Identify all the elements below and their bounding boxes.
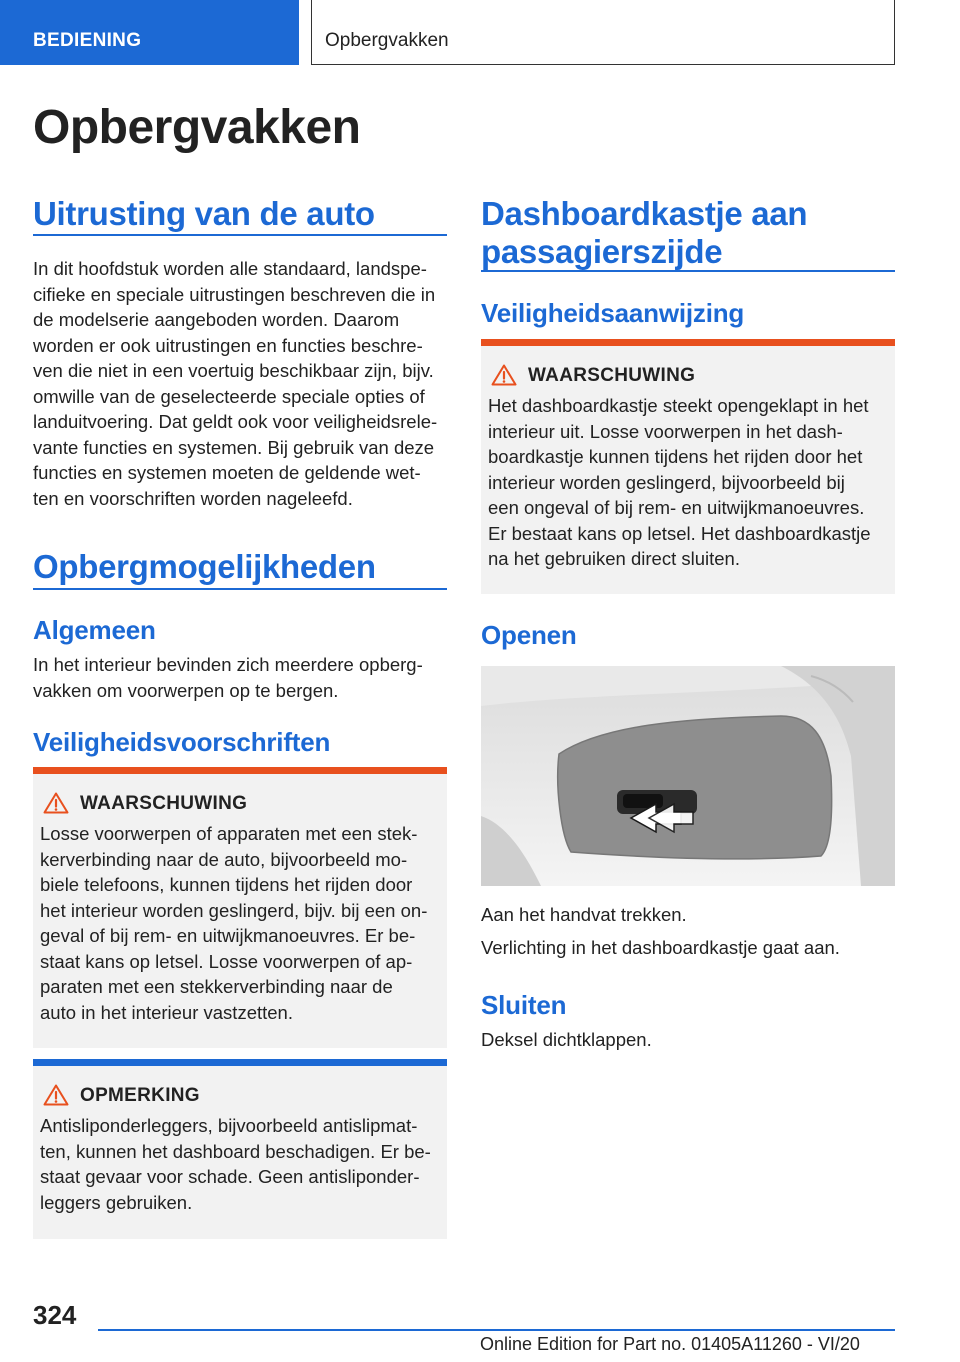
text-line: cifieke en speciale uitrustingen beschreven die in <box>33 283 436 305</box>
text-line: vante functies en systemen. Bij gebruik van deze <box>33 436 435 458</box>
heading-equipment: Uitrusting van de auto <box>33 195 375 232</box>
warning-title: WAARSCHUWING <box>80 793 248 814</box>
text-line: een ongeval of bij rem- en uitwijkmanoeuvres. <box>488 497 865 518</box>
text-line: na het gebruiken direct sluiten. <box>488 548 740 569</box>
text-line: functies en systemen moeten de geldende wet- <box>33 462 421 483</box>
text-line: Aan het handvat trekken. <box>481 904 687 925</box>
text-line: In het interieur bevinden zich meerdere opberg- <box>33 654 423 675</box>
close-paragraph: Deksel dichtklappen. <box>481 1029 652 1050</box>
general-paragraph <box>33 652 453 703</box>
text-line: Er bestaat kans op letsel. Het dashboardkastje <box>488 522 871 544</box>
page-title: Opbergvakken <box>33 101 361 154</box>
note-title: OPMERKING <box>80 1085 200 1106</box>
warning-bar <box>33 767 447 774</box>
heading-safety-rules: Veiligheidsvoorschriften <box>33 727 331 757</box>
warning-bar <box>481 339 895 346</box>
text-line: landuitvoering. Dat geldt ook voor veiligheidsrele- <box>33 411 438 432</box>
text-line: leggers gebruiken. <box>40 1191 193 1213</box>
text-line: In dit hoofdstuk worden alle standaard, landspe- <box>33 258 427 279</box>
warning-triangle-icon <box>43 1084 69 1106</box>
heading-rule <box>481 270 895 272</box>
text-line: worden er ook uitrustingen en functies beschre- <box>33 334 423 356</box>
text-line: geval of bij rem- en uitwijkmanoeuvres. Er be- <box>40 925 416 946</box>
text-line: Antisliponderleggers, bijvoorbeeld antislipmat- <box>40 1115 418 1136</box>
warning-title: WAARSCHUWING <box>528 365 696 386</box>
glovebox-illustration <box>481 666 895 886</box>
heading-close: Sluiten <box>481 990 567 1020</box>
text-line: paraten met een stekkerverbinding naar de <box>40 976 393 997</box>
text-line: Losse voorwerpen of apparaten met een stek- <box>40 823 418 844</box>
heading-rule <box>33 588 447 590</box>
text-line: de modelserie aangeboden worden. Daarom <box>33 309 400 330</box>
heading-line: Dashboardkastje aan <box>481 195 808 232</box>
text-line: ven die niet in een voertuig beschikbaar zijn, bijv. <box>33 360 434 381</box>
note-box <box>33 1059 447 1239</box>
text-line: het interieur worden geslingerd, bijv. bij een on- <box>40 899 428 921</box>
glovebox-photo <box>481 666 895 886</box>
text-line: interieur worden geslingerd, bijvoorbeeld bij <box>488 471 845 493</box>
text-line: kerverbinding naar de auto, bijvoorbeeld mo- <box>40 848 408 870</box>
footer-edition: Online Edition for Part no. 01405A11260 - VI/20 <box>480 1334 860 1354</box>
warning-box <box>33 767 447 1048</box>
open-paragraph <box>481 898 895 964</box>
note-bar <box>33 1059 447 1066</box>
text-line: omwille van de geselecteerde speciale opties of <box>33 385 425 407</box>
heading-safety-note: Veiligheidsaanwijzing <box>481 298 745 328</box>
text-line: boardkastje kunnen tijdens het rijden door het <box>488 446 863 467</box>
header-chapter-box <box>311 0 895 65</box>
heading-storage: Opbergmogelijkheden <box>33 548 376 585</box>
footer-rule <box>98 1329 895 1331</box>
text-line: vakken om voorwerpen op te bergen. <box>33 679 339 701</box>
text-line: staat kans op letsel. Losse voorwerpen of ap- <box>40 950 413 972</box>
warning-triangle-icon <box>491 364 517 386</box>
text-line: auto in het interieur vastzetten. <box>40 1001 293 1023</box>
page-number: 324 <box>33 1300 77 1330</box>
header-section-tab <box>0 0 299 65</box>
warning-triangle-icon <box>43 792 69 814</box>
text-line: ten, kunnen het dashboard beschadigen. Er be- <box>40 1140 431 1162</box>
text-line: Verlichting in het dashboardkastje gaat aan. <box>481 937 840 958</box>
header-section-label: BEDIENING <box>33 30 142 51</box>
warning-box <box>481 339 895 594</box>
text-line: interieur uit. Losse voorwerpen in het dash- <box>488 420 843 442</box>
text-line: Het dashboardkastje steekt opengeklapt in het <box>488 395 869 416</box>
note-text <box>40 1113 441 1215</box>
text-line: staat gevaar voor schade. Geen antisliponder- <box>40 1166 420 1187</box>
heading-glovebox <box>481 195 807 271</box>
warning-text <box>40 821 441 1025</box>
heading-open: Openen <box>481 620 577 650</box>
text-line: biele telefoons, kunnen tijdens het rijden door <box>40 874 413 895</box>
heading-general: Algemeen <box>33 615 156 645</box>
equipment-paragraph <box>33 256 453 511</box>
header-chapter-label: Opbergvakken <box>325 30 449 51</box>
text-line: ten en voorschriften worden nageleefd. <box>33 487 353 509</box>
heading-rule <box>33 234 447 236</box>
heading-line: passagierszijde <box>481 233 723 270</box>
warning-text <box>488 393 889 572</box>
